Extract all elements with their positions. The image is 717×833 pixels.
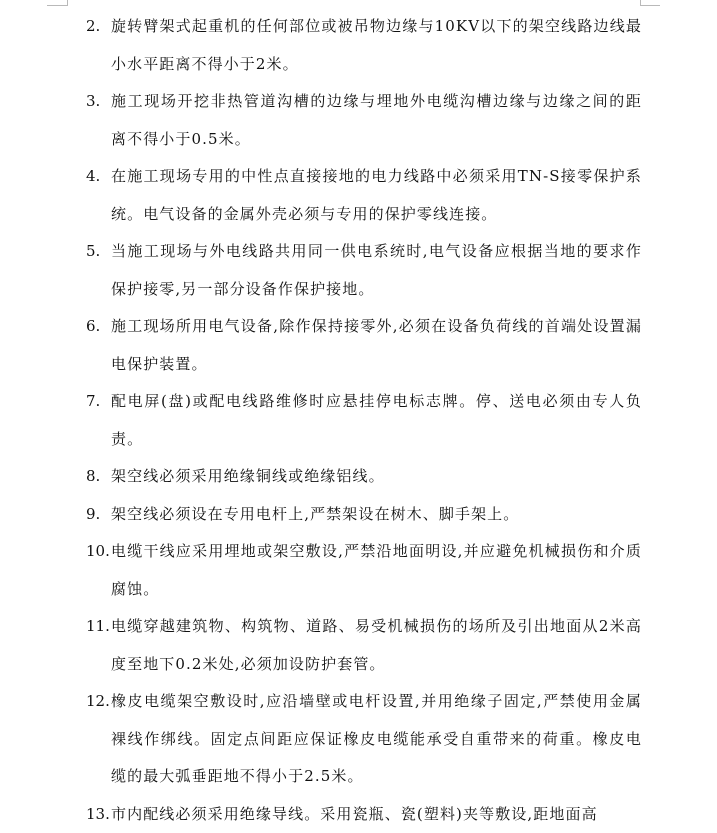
crop-mark-left-vertical bbox=[67, 0, 68, 6]
crop-mark-left bbox=[47, 5, 67, 6]
list-item-number: 9. bbox=[86, 496, 112, 534]
list-item-number: 11. bbox=[86, 608, 112, 646]
list-item-number: 6. bbox=[86, 308, 112, 346]
list-item-number: 12. bbox=[86, 683, 112, 721]
list-item-text: 在施工现场专用的中性点直接接地的电力线路中必须采用TN-S接零保护系统。电气设备的金属外壳必须与专用的保护零线连接。 bbox=[111, 158, 642, 233]
list-item-text: 橡皮电缆架空敷设时,应沿墙壁或电杆设置,并用绝缘子固定,严禁使用金属裸线作绑线。固定点间距应保证橡皮电缆能承受自重带来的荷重。橡皮电缆的最大弧垂距地不得小于2.5米。 bbox=[111, 683, 642, 796]
list-item-text: 配电屏(盘)或配电线路维修时应悬挂停电标志牌。停、送电必须由专人负责。 bbox=[111, 383, 642, 458]
list-item bbox=[86, 83, 642, 158]
list-item-number: 8. bbox=[86, 458, 112, 496]
crop-mark-right bbox=[640, 5, 660, 6]
list-item-number: 3. bbox=[86, 83, 112, 121]
list-item-number: 4. bbox=[86, 158, 112, 196]
list-item bbox=[86, 796, 642, 833]
list-item bbox=[86, 496, 642, 534]
numbered-list bbox=[86, 8, 642, 833]
list-item bbox=[86, 8, 642, 83]
list-item bbox=[86, 533, 642, 608]
list-item bbox=[86, 683, 642, 796]
list-item-text: 架空线必须采用绝缘铜线或绝缘铝线。 bbox=[111, 458, 642, 496]
list-item bbox=[86, 383, 642, 458]
list-item-number: 2. bbox=[86, 8, 112, 46]
list-item-text: 旋转臂架式起重机的任何部位或被吊物边缘与10KV以下的架空线路边线最小水平距离不得小于2米。 bbox=[111, 8, 642, 83]
list-item-text: 当施工现场与外电线路共用同一供电系统时,电气设备应根据当地的要求作保护接零,另一部分设备作保护接地。 bbox=[111, 233, 642, 308]
list-item-text: 施工现场所用电气设备,除作保持接零外,必须在设备负荷线的首端处设置漏电保护装置。 bbox=[111, 308, 642, 383]
crop-mark-right-vertical bbox=[640, 0, 641, 6]
list-item bbox=[86, 158, 642, 233]
list-item bbox=[86, 608, 642, 683]
list-item-number: 7. bbox=[86, 383, 112, 421]
list-item-number: 5. bbox=[86, 233, 112, 271]
list-item-number: 10. bbox=[86, 533, 112, 571]
list-item-text: 电缆穿越建筑物、构筑物、道路、易受机械损伤的场所及引出地面从2米高度至地下0.2米处,必须加设防护套管。 bbox=[111, 608, 642, 683]
list-item-text: 架空线必须设在专用电杆上,严禁架设在树木、脚手架上。 bbox=[111, 496, 642, 534]
list-item-text: 市内配线必须采用绝缘导线。采用瓷瓶、瓷(塑料)夹等敷设,距地面高 bbox=[111, 796, 642, 833]
list-item bbox=[86, 308, 642, 383]
list-item bbox=[86, 458, 642, 496]
list-item-text: 施工现场开挖非热管道沟槽的边缘与埋地外电缆沟槽边缘与边缘之间的距离不得小于0.5米。 bbox=[111, 83, 642, 158]
list-item-text: 电缆干线应采用埋地或架空敷设,严禁沿地面明设,并应避免机械损伤和介质腐蚀。 bbox=[111, 533, 642, 608]
list-item-number: 13. bbox=[86, 796, 112, 833]
list-item bbox=[86, 233, 642, 308]
